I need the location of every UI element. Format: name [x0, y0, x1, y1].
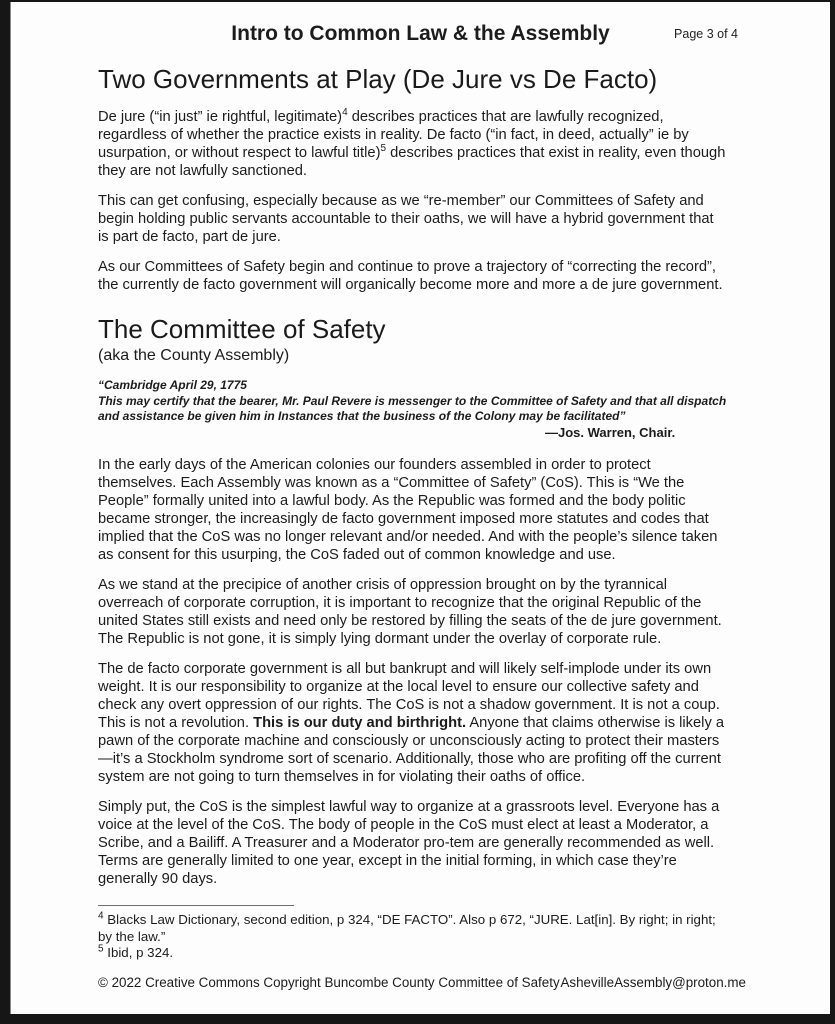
document-header	[11, 2, 830, 46]
document-footer	[98, 975, 746, 991]
paragraph-correcting-record: As our Committees of Safety begin and continue to prove a trajectory of “correcting the record”, the currently de facto government will organically become more and more a de jure government.	[98, 259, 723, 293]
document-title: Intro to Common Law & the Assembly	[231, 22, 610, 45]
footnotes	[98, 912, 728, 962]
paragraph-precipice: As we stand at the precipice of another crisis of oppression brought on by the tyrannical overreach of corporate corruption, it is important to recognize that the original Republic of the united States still exists and need only be restored by filling the seats of the de jure government. The Republic is not gone, it is simply lying dormant under the overlay of corporate rule.	[98, 577, 722, 647]
footnote-ref-5: 5	[380, 143, 387, 155]
bold-duty-birthright: This is our duty and birthright.	[253, 715, 467, 731]
document-page	[10, 2, 830, 1014]
section-heading-two-governments: Two Governments at Play (De Jure vs De Facto)	[98, 64, 658, 94]
paragraph-text: Anyone that claims otherwise is likely a pawn of the corporate machine and consciously or unconsciously acting to protect their masters—it’s a Stockholm syndrome sort of scenario. Additionally, those who are profiting off the current system are not going to turn themselves in for violating their oaths of office.	[98, 715, 725, 785]
paragraph-duty-birthright	[98, 660, 728, 786]
paragraph-text: describes practices that are lawfully recognized, regardless of whether the practice exists in reality. De facto (“in fact, in deed, actually” ie by usurpation, or without respect to lawful title)	[98, 109, 689, 161]
section-subheading-county-assembly: (aka the County Assembly)	[98, 347, 290, 364]
footer-email: AshevilleAssembly@proton.me	[560, 974, 746, 990]
paragraph-text: De jure (“in just” ie rightful, legitimate)	[98, 109, 343, 125]
page-number: Page 3 of 4	[674, 27, 738, 41]
historical-quote	[98, 378, 728, 440]
quote-dateline: “Cambridge April 29, 1775	[98, 378, 247, 392]
paragraph-hybrid-government: This can get confusing, especially because as we “re-member” our Committees of Safety and begin holding public servants accountable to their oaths, we will have a hybrid government that is part de facto, part de jure.	[98, 193, 714, 245]
paragraph-early-days: In the early days of the American colonies our founders assembled in order to protect themselves. Each Assembly was known as a “Committee of Safety” (CoS). This is “We the People” formally united into a lawful body. As the Republic was formed and the body politic became stronger, the increasingly de facto government imposed more statutes and codes that implied that the CoS was no longer relevant and/or needed. And with the people’s silence taken as consent for this usurping, the CoS faded out of common knowledge and use.	[98, 457, 718, 563]
footnote-5	[98, 945, 728, 962]
paragraph-text: describes practices that exist in reality, even though they are not lawfully sanctioned.	[98, 145, 726, 179]
paragraph-simply-put: Simply put, the CoS is the simplest lawful way to organize at a grassroots level. Everyone has a voice at the level of the CoS. The body of people in the CoS must elect at least a Moderator, a Scribe, and a Bailiff. A Treasurer and a Moderator pro-tem are generally recommended as well. Terms are generally limited to one year, except in the initial forming, in which case they’re generally 90 days.	[98, 799, 720, 887]
footnote-5-text: Ibid, p 324.	[107, 945, 174, 960]
footnote-ref-4: 4	[342, 107, 348, 119]
footnote-5-marker: 5	[98, 943, 104, 955]
footnote-4-marker: 4	[98, 910, 104, 922]
document-content	[98, 64, 728, 962]
footnote-4	[98, 912, 728, 945]
footnote-4-text: Blacks Law Dictionary, second edition, p 324, “DE FACTO”. Also p 672, “JURE. Lat[in]. By right; in right; by the law.”	[98, 912, 716, 944]
paragraph-de-jure-definition	[98, 108, 728, 180]
paragraph-text: The de facto corporate government is all but bankrupt and will likely self-implode under its own weight. It is our responsibility to organize at the local level to ensure our collective safety and check any overt oppression of our rights. The CoS is not a shadow government. It is not a coup. This is not a revolution.	[98, 661, 720, 731]
quote-body: This may certify that the bearer, Mr. Paul Revere is messenger to the Committee of Safety and that all dispatch and assistance be given him in Instances that the business of the Colony may be facilitated”	[98, 393, 727, 423]
quote-attribution: —Jos. Warren, Chair.	[545, 424, 676, 440]
footer-copyright: © 2022 Creative Commons Copyright Buncombe County Committee of Safety	[98, 974, 560, 990]
section-heading-committee-of-safety: The Committee of Safety	[98, 314, 386, 344]
footnote-separator	[98, 905, 294, 906]
